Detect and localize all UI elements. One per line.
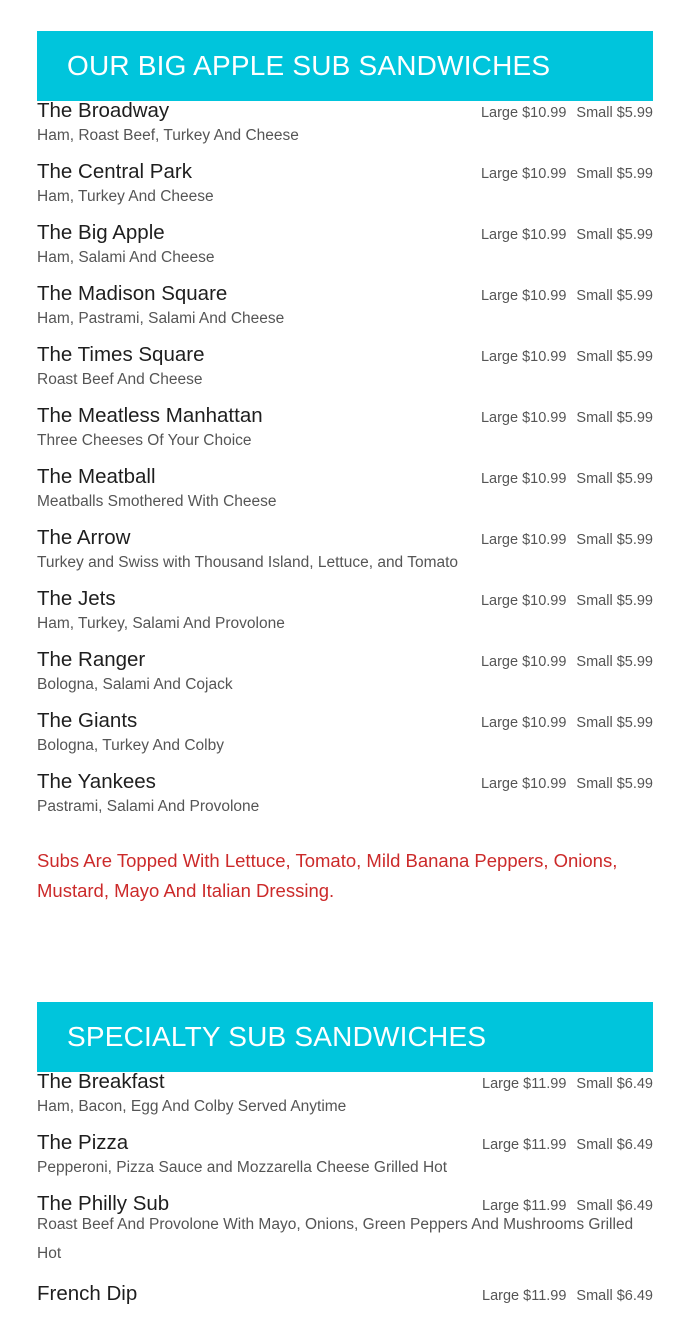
item-description: Roast Beef And Provolone With Mayo, Onions, Green Peppers And Mushrooms Grilled Hot — [37, 1216, 634, 1262]
menu-item — [37, 101, 653, 162]
small-price: Small $6.49 — [576, 1137, 653, 1153]
item-description: Ham, Turkey, Salami And Provolone — [37, 615, 285, 632]
item-prices — [481, 410, 653, 426]
item-description: Three Cheeses Of Your Choice — [37, 432, 252, 449]
small-price: Small $5.99 — [576, 654, 653, 670]
small-price: Small $5.99 — [576, 166, 653, 182]
large-price: Large $10.99 — [480, 288, 567, 304]
small-price: Small $6.49 — [576, 1076, 653, 1092]
item-description: Ham, Bacon, Egg And Colby Served Anytime — [37, 1098, 347, 1115]
large-price: Large $10.99 — [480, 471, 567, 487]
item-prices — [481, 532, 653, 548]
menu-item-list — [37, 101, 653, 833]
item-prices — [482, 1076, 653, 1092]
large-price: Large $10.99 — [480, 532, 567, 548]
small-price: Small $5.99 — [576, 532, 653, 548]
section-header — [37, 31, 653, 101]
large-price: Large $10.99 — [480, 593, 567, 609]
large-price: Large $10.99 — [480, 227, 567, 243]
large-price: Large $11.99 — [482, 1137, 567, 1153]
item-prices — [481, 593, 653, 609]
item-prices — [481, 288, 653, 304]
menu-item — [37, 406, 653, 467]
item-description: Ham, Turkey And Cheese — [37, 188, 214, 205]
section-title: SPECIALTY SUB SANDWICHES — [67, 1021, 487, 1052]
large-price: Large $10.99 — [480, 715, 567, 731]
section-header — [37, 1002, 653, 1072]
item-name: The Big Apple — [37, 221, 165, 244]
menu-section-big-apple — [37, 31, 653, 906]
item-description: Pepperoni, Pizza Sauce and Mozzarella Cheese Grilled Hot — [37, 1159, 448, 1176]
toppings-note: Subs Are Topped With Lettuce, Tomato, Mild Banana Peppers, Onions, Mustard, Mayo And Italian Dressing. — [37, 850, 618, 901]
item-prices — [482, 1288, 653, 1304]
item-name: The Yankees — [37, 770, 156, 793]
menu-item — [37, 1284, 653, 1324]
menu-item — [37, 711, 653, 772]
item-name: The Meatless Manhattan — [37, 404, 263, 427]
small-price: Small $5.99 — [576, 715, 653, 731]
item-prices — [481, 227, 653, 243]
item-prices — [481, 776, 653, 792]
item-description: Ham, Roast Beef, Turkey And Cheese — [37, 127, 299, 144]
item-prices — [481, 105, 653, 121]
menu-item — [37, 223, 653, 284]
item-description: Roast Beef And Cheese — [37, 371, 203, 388]
small-price: Small $5.99 — [576, 288, 653, 304]
menu-item — [37, 467, 653, 528]
small-price: Small $5.99 — [576, 593, 653, 609]
item-description: Pastrami, Salami And Provolone — [37, 798, 260, 815]
item-description: Bologna, Turkey And Colby — [37, 737, 224, 754]
large-price: Large $11.99 — [482, 1198, 567, 1214]
item-prices — [481, 166, 653, 182]
item-name: The Pizza — [37, 1131, 129, 1154]
menu-item — [37, 1072, 653, 1133]
large-price: Large $11.99 — [482, 1288, 567, 1304]
large-price: Large $11.99 — [482, 1076, 567, 1092]
large-price: Large $10.99 — [480, 654, 567, 670]
item-description: Bologna, Salami And Cojack — [37, 676, 233, 693]
item-description: Meatballs Smothered With Cheese — [37, 493, 277, 510]
menu-item — [37, 1133, 653, 1194]
item-description: Ham, Pastrami, Salami And Cheese — [37, 310, 285, 327]
menu-item — [37, 1194, 653, 1284]
menu-item — [37, 345, 653, 406]
item-name: The Times Square — [37, 343, 205, 366]
large-price: Large $10.99 — [480, 410, 567, 426]
small-price: Small $5.99 — [576, 227, 653, 243]
item-prices — [481, 471, 653, 487]
item-name: The Jets — [37, 587, 116, 610]
menu-item — [37, 650, 653, 711]
large-price: Large $10.99 — [480, 349, 567, 365]
item-prices — [481, 654, 653, 670]
item-name: The Broadway — [37, 99, 170, 122]
item-name: The Arrow — [37, 526, 131, 549]
menu-item — [37, 284, 653, 345]
item-name: The Ranger — [37, 648, 146, 671]
menu-section-specialty — [37, 1002, 653, 1324]
menu-item-list — [37, 1072, 653, 1324]
menu-item — [37, 589, 653, 650]
item-name: The Madison Square — [37, 282, 228, 305]
item-name: The Breakfast — [37, 1070, 165, 1093]
item-prices — [481, 349, 653, 365]
small-price: Small $6.49 — [576, 1288, 653, 1304]
menu-item — [37, 772, 653, 833]
item-name: The Meatball — [37, 465, 156, 488]
small-price: Small $5.99 — [576, 776, 653, 792]
small-price: Small $5.99 — [576, 410, 653, 426]
item-description: Ham, Salami And Cheese — [37, 249, 215, 266]
item-name: The Central Park — [37, 160, 192, 183]
item-description: Turkey and Swiss with Thousand Island, Lettuce, and Tomato — [37, 554, 459, 571]
item-name: The Giants — [37, 709, 138, 732]
small-price: Small $5.99 — [576, 105, 653, 121]
small-price: Small $5.99 — [576, 471, 653, 487]
large-price: Large $10.99 — [480, 105, 567, 121]
large-price: Large $10.99 — [480, 166, 567, 182]
large-price: Large $10.99 — [480, 776, 567, 792]
item-prices — [481, 715, 653, 731]
small-price: Small $5.99 — [576, 349, 653, 365]
item-name: French Dip — [37, 1284, 138, 1305]
section-title: OUR BIG APPLE SUB SANDWICHES — [67, 50, 551, 81]
small-price: Small $6.49 — [576, 1198, 653, 1214]
menu-item — [37, 528, 653, 589]
menu-item — [37, 162, 653, 223]
item-prices — [482, 1137, 653, 1153]
item-name: The Philly Sub — [37, 1192, 170, 1215]
